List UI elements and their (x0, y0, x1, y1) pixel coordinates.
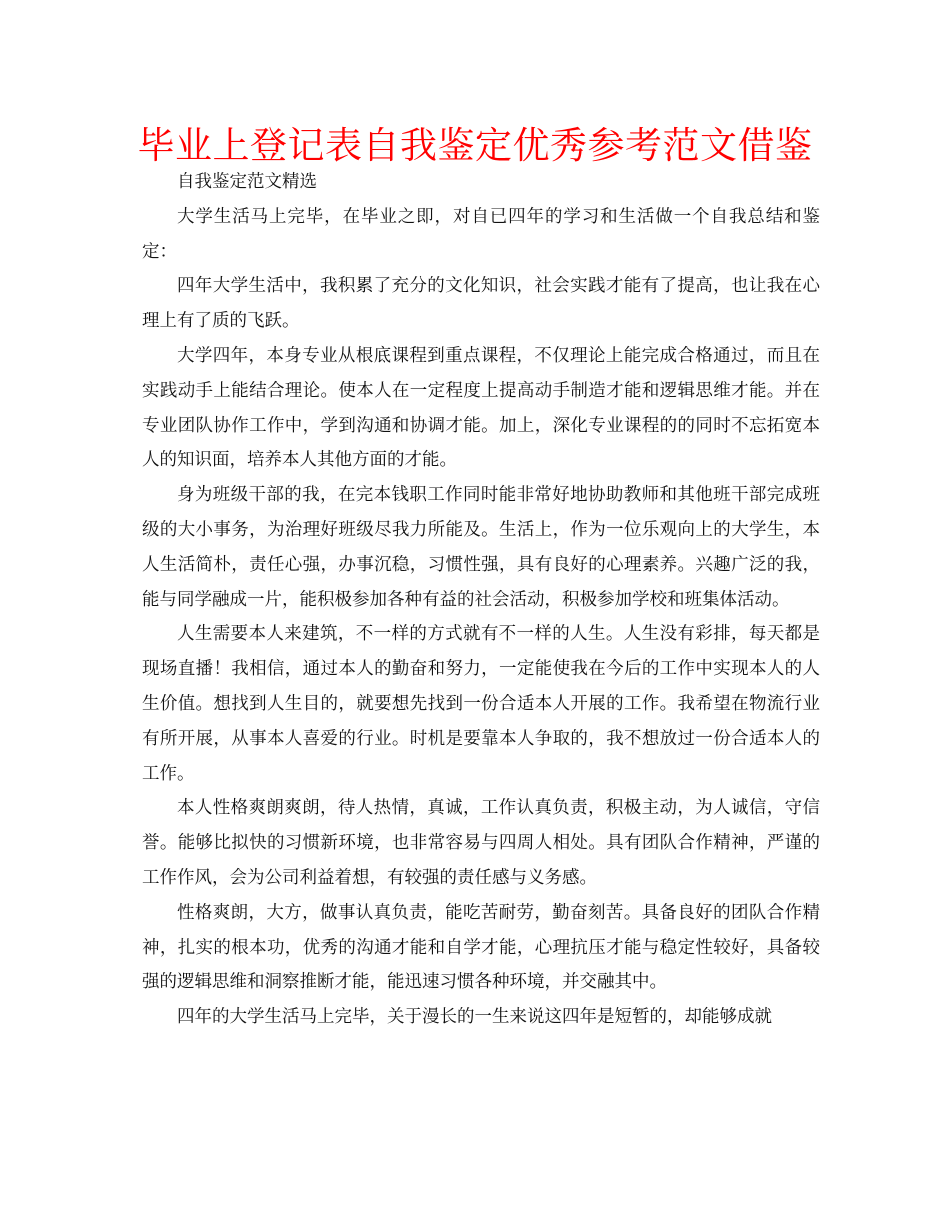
paragraph: 人生需要本人来建筑，不一样的方式就有不一样的人生。人生没有彩排，每天都是现场直播！我相信，通过本人的勤奋和努力，一定能使我在今后的工作中实现本人的人生价值。想找到人生目的，就要想先找到一份合适本人开展的工作。我希望在物流行业有所开展，从事本人喜爱的行业。时机是要靠本人争取的，我不想放过一份合适本人的工作。 (142, 624, 820, 784)
document-title: 毕业上登记表自我鉴定优秀参考范文借鉴 (137, 124, 813, 167)
paragraph: 身为班级干部的我，在完本钱职工作同时能非常好地协助教师和其他班干部完成班级的大小事务，为治理好班级尽我力所能及。生活上，作为一位乐观向上的大学生，本人生活简朴，责任心强，办事沉稳，习惯性强，具有良好的心理素养。兴趣广泛的我，能与同学融成一片，能积极参加各种有益的社会活动，积极参加学校和班集体活动。 (142, 485, 820, 610)
paragraph-subheading: 自我鉴定范文精选 (177, 172, 317, 192)
paragraph: 大学四年，本身专业从根底课程到重点课程，不仅理论上能完成合格通过，而且在实践动手上能结合理论。使本人在一定程度上提高动手制造才能和逻辑思维才能。并在专业团队协作工作中，学到沟通和协调才能。加上，深化专业课程的的同时不忘拓宽本人的知识面，培养本人其他方面的才能。 (142, 345, 820, 471)
paragraph: 本人性格爽朗爽朗，待人热情，真诚，工作认真负责，积极主动，为人诚信，守信誉。能够比拟快的习惯新环境，也非常容易与四周人相处。具有团队合作精神，严谨的工作作风，会为公司利益着想，有较强的责任感与义务感。 (142, 798, 820, 888)
document-body (142, 165, 820, 1035)
paragraph: 性格爽朗，大方，做事认真负责，能吃苦耐劳，勤奋刻苦。具备良好的团队合作精神，扎实的根本功，优秀的沟通才能和自学才能，心理抗压才能与稳定性较好，具备较强的逻辑思维和洞察推断才能，能迅速习惯各种环境，并交融其中。 (142, 902, 820, 993)
paragraph: 四年大学生活中，我积累了充分的文化知识，社会实践才能有了提高，也让我在心理上有了质的飞跃。 (142, 276, 820, 332)
paragraph: 大学生活马上完毕，在毕业之即，对自已四年的学习和生活做一个自我总结和鉴定： (142, 206, 820, 262)
paragraph: 四年的大学生活马上完毕，关于漫长的一生来说这四年是短暂的，却能够成就 (177, 1007, 772, 1028)
